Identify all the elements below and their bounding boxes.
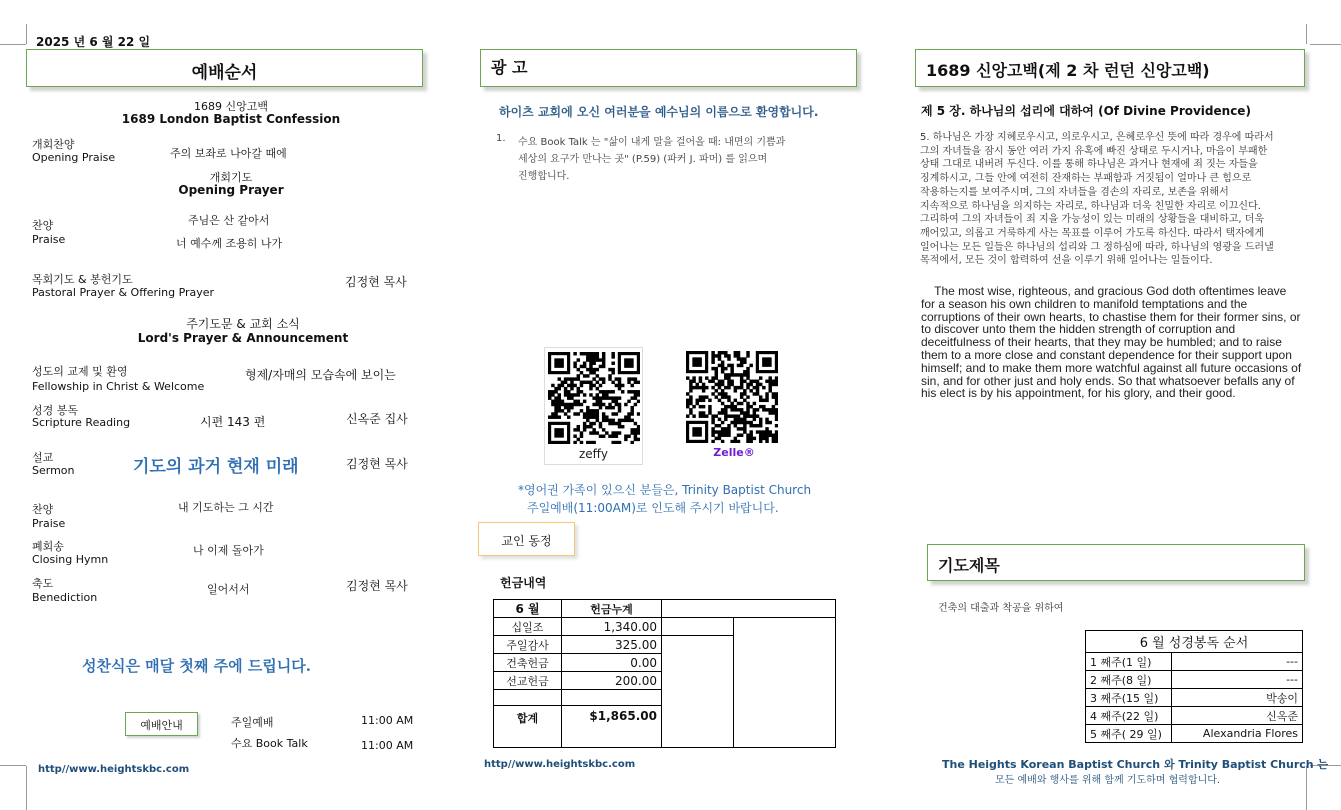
crop-mark [26,766,27,810]
offering-amount [562,690,662,706]
pastoral-prayer-ko: 목회기도 & 봉헌기도 [32,273,133,286]
opening-prayer-en: Opening Prayer [178,183,284,197]
crop-mark [1306,766,1307,810]
week-cell: 1 째주(1 일) [1086,653,1172,671]
zeffy-qr-card[interactable] [544,347,643,465]
bible-reading-table [1085,630,1303,743]
english-note-1: *영어권 가족이 있으신 분들은, Trinity Baptist Church [518,483,812,497]
table-row [1086,689,1303,707]
service-name: 주일예배 [231,716,274,729]
confession-ko: 1689 신앙고백 [194,100,268,113]
confession-line: 5. 하나님은 가장 지혜로우시고, 의로우시고, 은혜로우신 뜻에 따라 경우에 따라서 [920,132,1274,143]
service-time: 11:00 AM [361,714,414,727]
zeffy-qr-icon[interactable] [548,352,640,444]
table-row [494,600,836,618]
week-cell: 4 째주(22 일) [1086,707,1172,725]
empty-cell [662,600,836,618]
month-header: 6 월 [494,600,562,618]
fellowship-ko: 성도의 교제 및 환영 [32,365,128,378]
opening-praise-ko: 개회찬양 [32,138,75,151]
week-cell: 5 째주( 29 일) [1086,725,1172,743]
reader-cell: 박송이 [1172,689,1303,707]
confession-line: 지속적으로 하나님을 의지하는 자리로, 하나님과 더욱 친밀한 자리로 이끄신다. [920,200,1261,212]
announce-item-number: 1. [496,133,506,144]
offering-type: 선교헌금 [494,672,562,690]
fellowship-en: Fellowship in Christ & Welcome [32,380,205,393]
empty-cell [662,618,734,636]
table-row [1086,707,1303,725]
table-row [1086,671,1303,689]
announce-heading: 광 고 [491,58,528,77]
offering-amount: 200.00 [562,672,662,690]
confession-line: to discover unto them the hidden strength of corruption and [921,322,1236,337]
prayer-heading-box [927,544,1305,581]
offering-type: 십일조 [494,618,562,636]
offering-amount: 325.00 [562,636,662,654]
praise-ko: 찬양 [32,219,54,232]
offering-table [493,599,836,748]
welcome-message: 하이츠 교회에 오신 여러분을 예수님의 이름으로 환영합니다. [499,105,819,119]
crop-mark [0,765,26,766]
confession-line: deceitfulness of their hearts, that they may be humbled; and to raise [921,335,1282,350]
service-time: 11:00 AM [361,739,414,752]
members-news-box [478,522,575,556]
offering-amount: 0.00 [562,654,662,672]
table-row [1086,653,1303,671]
service-info-box [125,712,198,736]
offering-type: 건축헌금 [494,654,562,672]
closing-hymn-song: 나 이제 돌아가 [193,544,264,557]
crop-mark [26,24,27,44]
confession-line: 상태 그대로 내버려 두신다. 이를 통해 하나님은 과거나 현재에 죄 짓는 자들을 [920,159,1258,171]
confession-line: sin, and for other just and holy ends. So that whatsoever befalls any of [921,373,1295,388]
crop-mark [1306,24,1307,44]
scripture-passage: 시편 143 편 [200,415,266,429]
zelle-label: Zelle® [713,446,755,459]
zelle-qr-card[interactable] [683,347,785,465]
confession-korean-text [920,131,1310,268]
offering-type [494,690,562,706]
confession-line: for a season his own children to manifold temptations and the [921,296,1248,311]
zelle-qr-icon[interactable] [686,351,778,443]
confession-line: 작용하는지를 보여주시며, 그의 자녀들을 겸손의 자리로, 보존을 위해서 [920,186,1229,198]
confession-heading: 1689 신앙고백(제 2 차 런던 신앙고백) [926,61,1210,80]
zeffy-label: zeffy [578,447,609,461]
confession-line: 그의 자녀들을 잠시 동안 여러 가지 유혹에 빠진 상태로 두시거나, 마음이 부패한 [920,145,1268,157]
prayer-heading: 기도제목 [938,556,1000,575]
reader-cell: --- [1172,653,1303,671]
announce-heading-box [480,49,857,87]
confession-line: The most wise, righteous, and gracious God doth oftentimes leave [921,284,1287,298]
praise2-song: 내 기도하는 그 시간 [178,501,274,514]
confession-line: his elect is by his appointment, for his glory, and their good. [921,386,1236,401]
members-news-label: 교인 동정 [501,534,552,548]
reader-cell: --- [1172,671,1303,689]
confession-en: 1689 London Baptist Confession [121,112,341,126]
service-info-label: 예배안내 [140,719,183,732]
confession-line: them to a more close and constant dependence for their support upon [921,347,1292,362]
confession-line: 목적에서, 모든 것이 합력하여 선을 이루기 위해 일어나는 일들이다. [920,255,1213,267]
offering-amount: 1,340.00 [562,618,662,636]
praise-song-1: 주님은 산 같아서 [188,214,270,227]
sermon-preacher: 김정현 목사 [346,457,408,471]
table-row [1086,725,1303,743]
lords-prayer-en: Lord's Prayer & Announcement [137,331,349,345]
offering-total-label: 합계 [494,706,562,748]
communion-note: 성찬식은 매달 첫째 주에 드립니다. [82,657,311,675]
bible-table-title: 6 월 성경봉독 순서 [1086,631,1303,653]
pastoral-prayer-person: 김정현 목사 [345,275,407,289]
empty-cell [662,636,734,748]
scripture-reader: 신옥준 집사 [346,412,408,426]
prayer-item: 건축의 대출과 착공을 위하여 [938,603,1064,614]
service-name: 수요 Book Talk [231,737,308,750]
offering-type: 주일감사 [494,636,562,654]
praise-en: Praise [32,233,66,246]
benediction-en: Benediction [32,591,98,604]
scripture-en: Scripture Reading [32,416,131,429]
benediction-person: 김정현 목사 [346,579,408,593]
praise2-ko: 찬양 [32,503,54,516]
confession-line: corruptions of their own hearts, to chastise them for their former sins, or [921,309,1301,324]
week-cell: 3 째주(15 일) [1086,689,1172,707]
confession-line: 징계하시고, 그들 안에 여전히 잔재하는 부패함과 거짓됨이 얼마나 큰 힘으로 [920,173,1252,185]
week-cell: 2 째주(8 일) [1086,671,1172,689]
fellowship-song: 형제/자매의 모습속에 보이는 [245,368,396,382]
confession-line: 깨어있고, 의롭고 거룩하게 사는 목표를 이루어 가도록 하신다. 따라서 택자에게 [920,227,1265,239]
confession-english-text [921,285,1311,400]
confession-line: himself; and to make them more watchful against all future occasions of [921,360,1302,375]
announce-item-line: 진행합니다. [518,171,570,182]
opening-prayer-ko: 개회기도 [209,171,253,184]
sermon-ko: 설교 [32,451,54,464]
sermon-en: Sermon [32,464,75,477]
table-row [494,618,836,636]
bulletin-date: 2025 년 6 월 22 일 [36,35,151,49]
order-heading: 예배순서 [191,63,258,83]
offering-title: 헌금내역 [500,576,547,590]
scripture-ko: 성경 봉독 [32,404,79,417]
announce-item-line: 세상의 요구가 만나는 곳" (P.59) (파커 J. 파머) 를 읽으며 [518,154,768,165]
benediction-song: 일어서서 [207,583,250,596]
confession-line: 그리하여 그의 자녀들이 죄 지을 가능성이 있는 미래의 상황들을 대비하고, 더욱 [920,214,1265,226]
english-note-2: 주일예배(11:00AM)로 인도해 주시기 바랍니다. [527,501,779,515]
closing-hymn-ko: 폐회송 [32,540,64,553]
opening-praise-en: Opening Praise [32,151,116,164]
reader-cell: Alexandria Flores [1172,725,1303,743]
footer-church-line: The Heights Korean Baptist Church 와 Trinity Baptist Church 는 [942,758,1329,771]
benediction-ko: 축도 [32,577,54,590]
crop-mark [0,44,26,45]
praise-song-2: 너 예수께 조용히 나가 [176,237,283,250]
chapter-title: 제 5 장. 하나님의 섭리에 대하여 (Of Divine Providence) [921,104,1251,118]
website-link[interactable]: http//www.heightskbc.com [38,764,190,775]
offering-total: $1,865.00 [562,706,662,748]
confession-heading-box [915,49,1305,87]
table-row [1086,631,1303,653]
lords-prayer-ko: 주기도문 & 교회 소식 [186,317,300,331]
pastoral-prayer-en: Pastoral Prayer & Offering Prayer [32,286,215,299]
reader-cell: 신옥준 [1172,707,1303,725]
announce-item-line: 수요 Book Talk 는 "삶이 내게 말을 걸어올 때: 내면의 기쁨과 [518,137,786,148]
crop-mark [1310,44,1341,45]
total-header: 헌금누계 [562,600,662,618]
closing-hymn-en: Closing Hymn [32,553,109,566]
empty-cell [734,618,836,748]
footer-prayer-line: 모든 예배와 행사를 위해 함께 기도하며 협력합니다. [995,775,1221,786]
order-heading-box [26,49,423,87]
confession-line: 일어나는 모든 일들은 하나님의 섭리와 그 정하심에 따라, 하나님의 영광을 드러낼 [920,241,1274,253]
sermon-title: 기도의 과거 현재 미래 [133,457,299,477]
praise2-en: Praise [32,517,66,530]
website-link[interactable]: http//www.heightskbc.com [484,759,636,770]
opening-praise-song: 주의 보좌로 나아갈 때에 [170,147,287,160]
